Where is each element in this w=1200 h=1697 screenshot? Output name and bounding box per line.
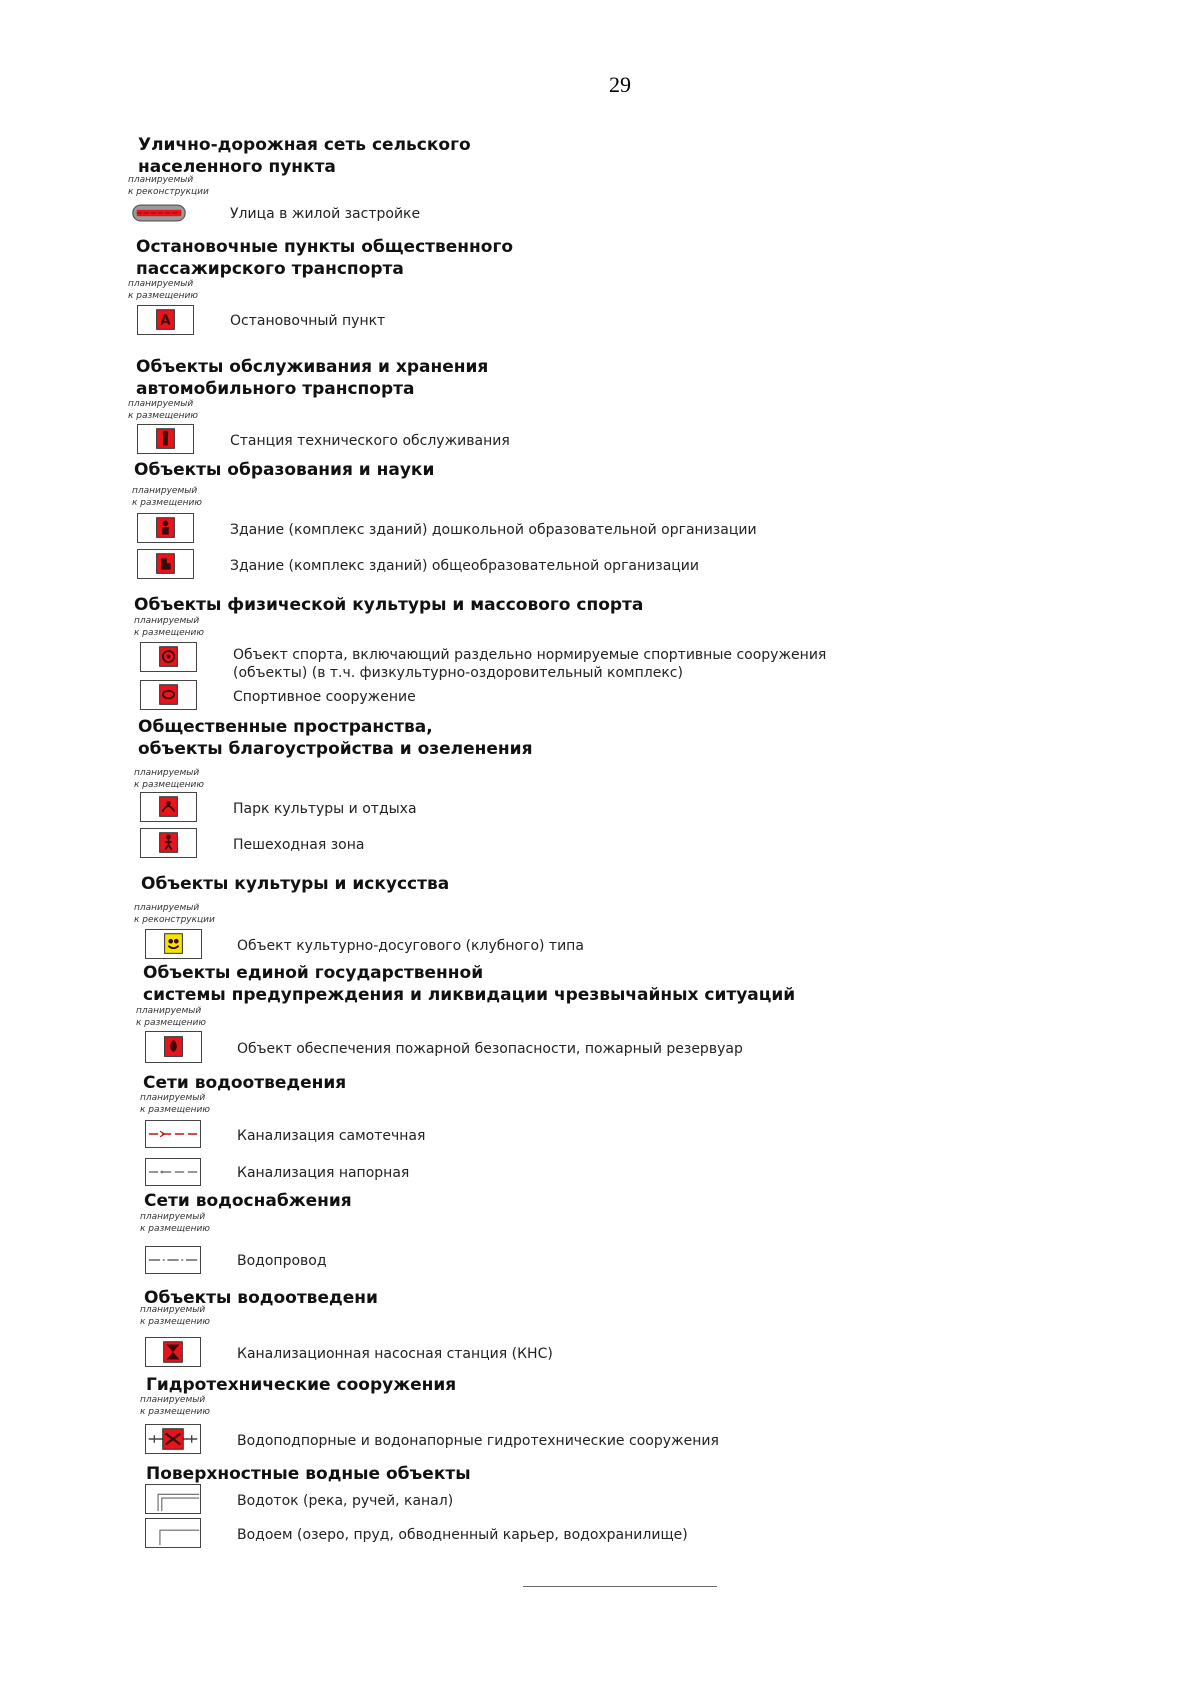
status-label: планируемый [140,1093,206,1103]
status-label: к размещению [140,1317,210,1327]
status-label: к размещению [132,498,202,508]
legend-item-label: Улица в жилой застройке [230,206,421,222]
legend-item-label: Канализация самотечная [237,1128,426,1144]
footer-divider [523,1586,717,1587]
status-label: к размещению [140,1105,210,1115]
section-title: Сети водоснабжения [144,1191,352,1211]
street-road-icon [132,200,186,226]
fire-safety-icon [145,1031,202,1063]
status-label: планируемый [134,903,200,913]
sports-complex-icon [140,642,197,672]
section-title: Улично-дорожная сеть сельского [138,135,471,155]
section-title: автомобильного транспорта [136,379,415,399]
culture-club-icon [145,929,202,959]
school-icon [137,549,194,579]
legend-item-label: Остановочный пункт [230,313,386,329]
section-title: пассажирского транспорта [136,259,404,279]
status-label: планируемый [128,399,194,409]
legend-item-label: Водоем (озеро, пруд, обводненный карьер, водохранилище) [237,1527,688,1543]
watercourse-icon [145,1484,201,1514]
status-label: планируемый [128,279,194,289]
hydraulic-structure-icon [145,1424,201,1454]
status-label: планируемый [128,175,194,185]
sewage-pump-station-icon [145,1337,201,1367]
page-number: 29 [609,72,631,97]
status-label: к размещению [140,1224,210,1234]
status-label: к размещению [136,1018,206,1028]
status-label: к размещению [128,291,198,301]
section-title: Объекты единой государственной [143,963,484,983]
kindergarten-icon [137,513,194,543]
section-title: системы предупреждения и ликвидации чрезвычайных ситуаций [143,985,796,1005]
svg-text:A: A [160,313,171,329]
water-pipe-line-icon [145,1246,201,1274]
section-title: объекты благоустройства и озеленения [138,739,533,759]
gravity-sewer-line-icon [145,1120,201,1148]
legend-item-label: Канализационная насосная станция (КНС) [237,1346,553,1362]
section-title: Объекты образования и науки [134,460,435,480]
park-icon [140,792,197,822]
legend-item-label: (объекты) (в т.ч. физкультурно-оздоровительный комплекс) [233,665,683,681]
section-title: Общественные пространства, [138,717,433,737]
status-label: планируемый [136,1006,202,1016]
legend-item-label: Пешеходная зона [233,837,365,853]
legend-item-label: Объект спорта, включающий раздельно нормируемые спортивные сооружения [233,647,827,663]
legend-item-label: Водопровод [237,1253,327,1269]
status-label: планируемый [140,1395,206,1405]
section-title: Гидротехнические сооружения [146,1375,457,1395]
status-label: к размещению [128,411,198,421]
section-title: Объекты обслуживания и хранения [136,357,489,377]
bus-stop-icon [137,305,194,335]
legend-item-label: Канализация напорная [237,1165,410,1181]
section-title: Объекты водоотведени [144,1288,378,1308]
status-label: к реконструкции [128,187,209,197]
legend-item-label: Водоподпорные и водонапорные гидротехнические сооружения [237,1433,719,1449]
legend-item-label: Здание (комплекс зданий) общеобразовательной организации [230,558,700,574]
service-station-icon [137,424,194,454]
legend-item-label: Спортивное сооружение [233,689,416,705]
section-title: Объекты культуры и искусства [141,874,450,894]
legend-item-label: Объект культурно-досугового (клубного) типа [237,938,584,954]
legend-item-label: Парк культуры и отдыха [233,801,417,817]
status-label: планируемый [140,1212,206,1222]
pressure-sewer-line-icon [145,1158,201,1186]
legend-item-label: Объект обеспечения пожарной безопасности, пожарный резервуар [237,1041,743,1057]
section-title: населенного пункта [138,157,336,177]
legend-item-label: Здание (комплекс зданий) дошкольной образовательной организации [230,522,757,538]
sports-facility-icon [140,680,197,710]
status-label: к размещению [134,628,204,638]
status-label: планируемый [134,616,200,626]
status-label: к размещению [134,780,204,790]
section-title: Сети водоотведения [143,1073,347,1093]
section-title: Объекты физической культуры и массового спорта [134,595,644,615]
pedestrian-zone-icon [140,828,197,858]
status-label: к реконструкции [134,915,215,925]
section-title: Остановочные пункты общественного [136,237,514,257]
water-body-icon [145,1518,201,1548]
status-label: планируемый [132,486,198,496]
status-label: к размещению [140,1407,210,1417]
legend-item-label: Водоток (река, ручей, канал) [237,1493,454,1509]
section-title: Поверхностные водные объекты [146,1464,471,1484]
status-label: планируемый [140,1305,206,1315]
legend-item-label: Станция технического обслуживания [230,433,510,449]
status-label: планируемый [134,768,200,778]
